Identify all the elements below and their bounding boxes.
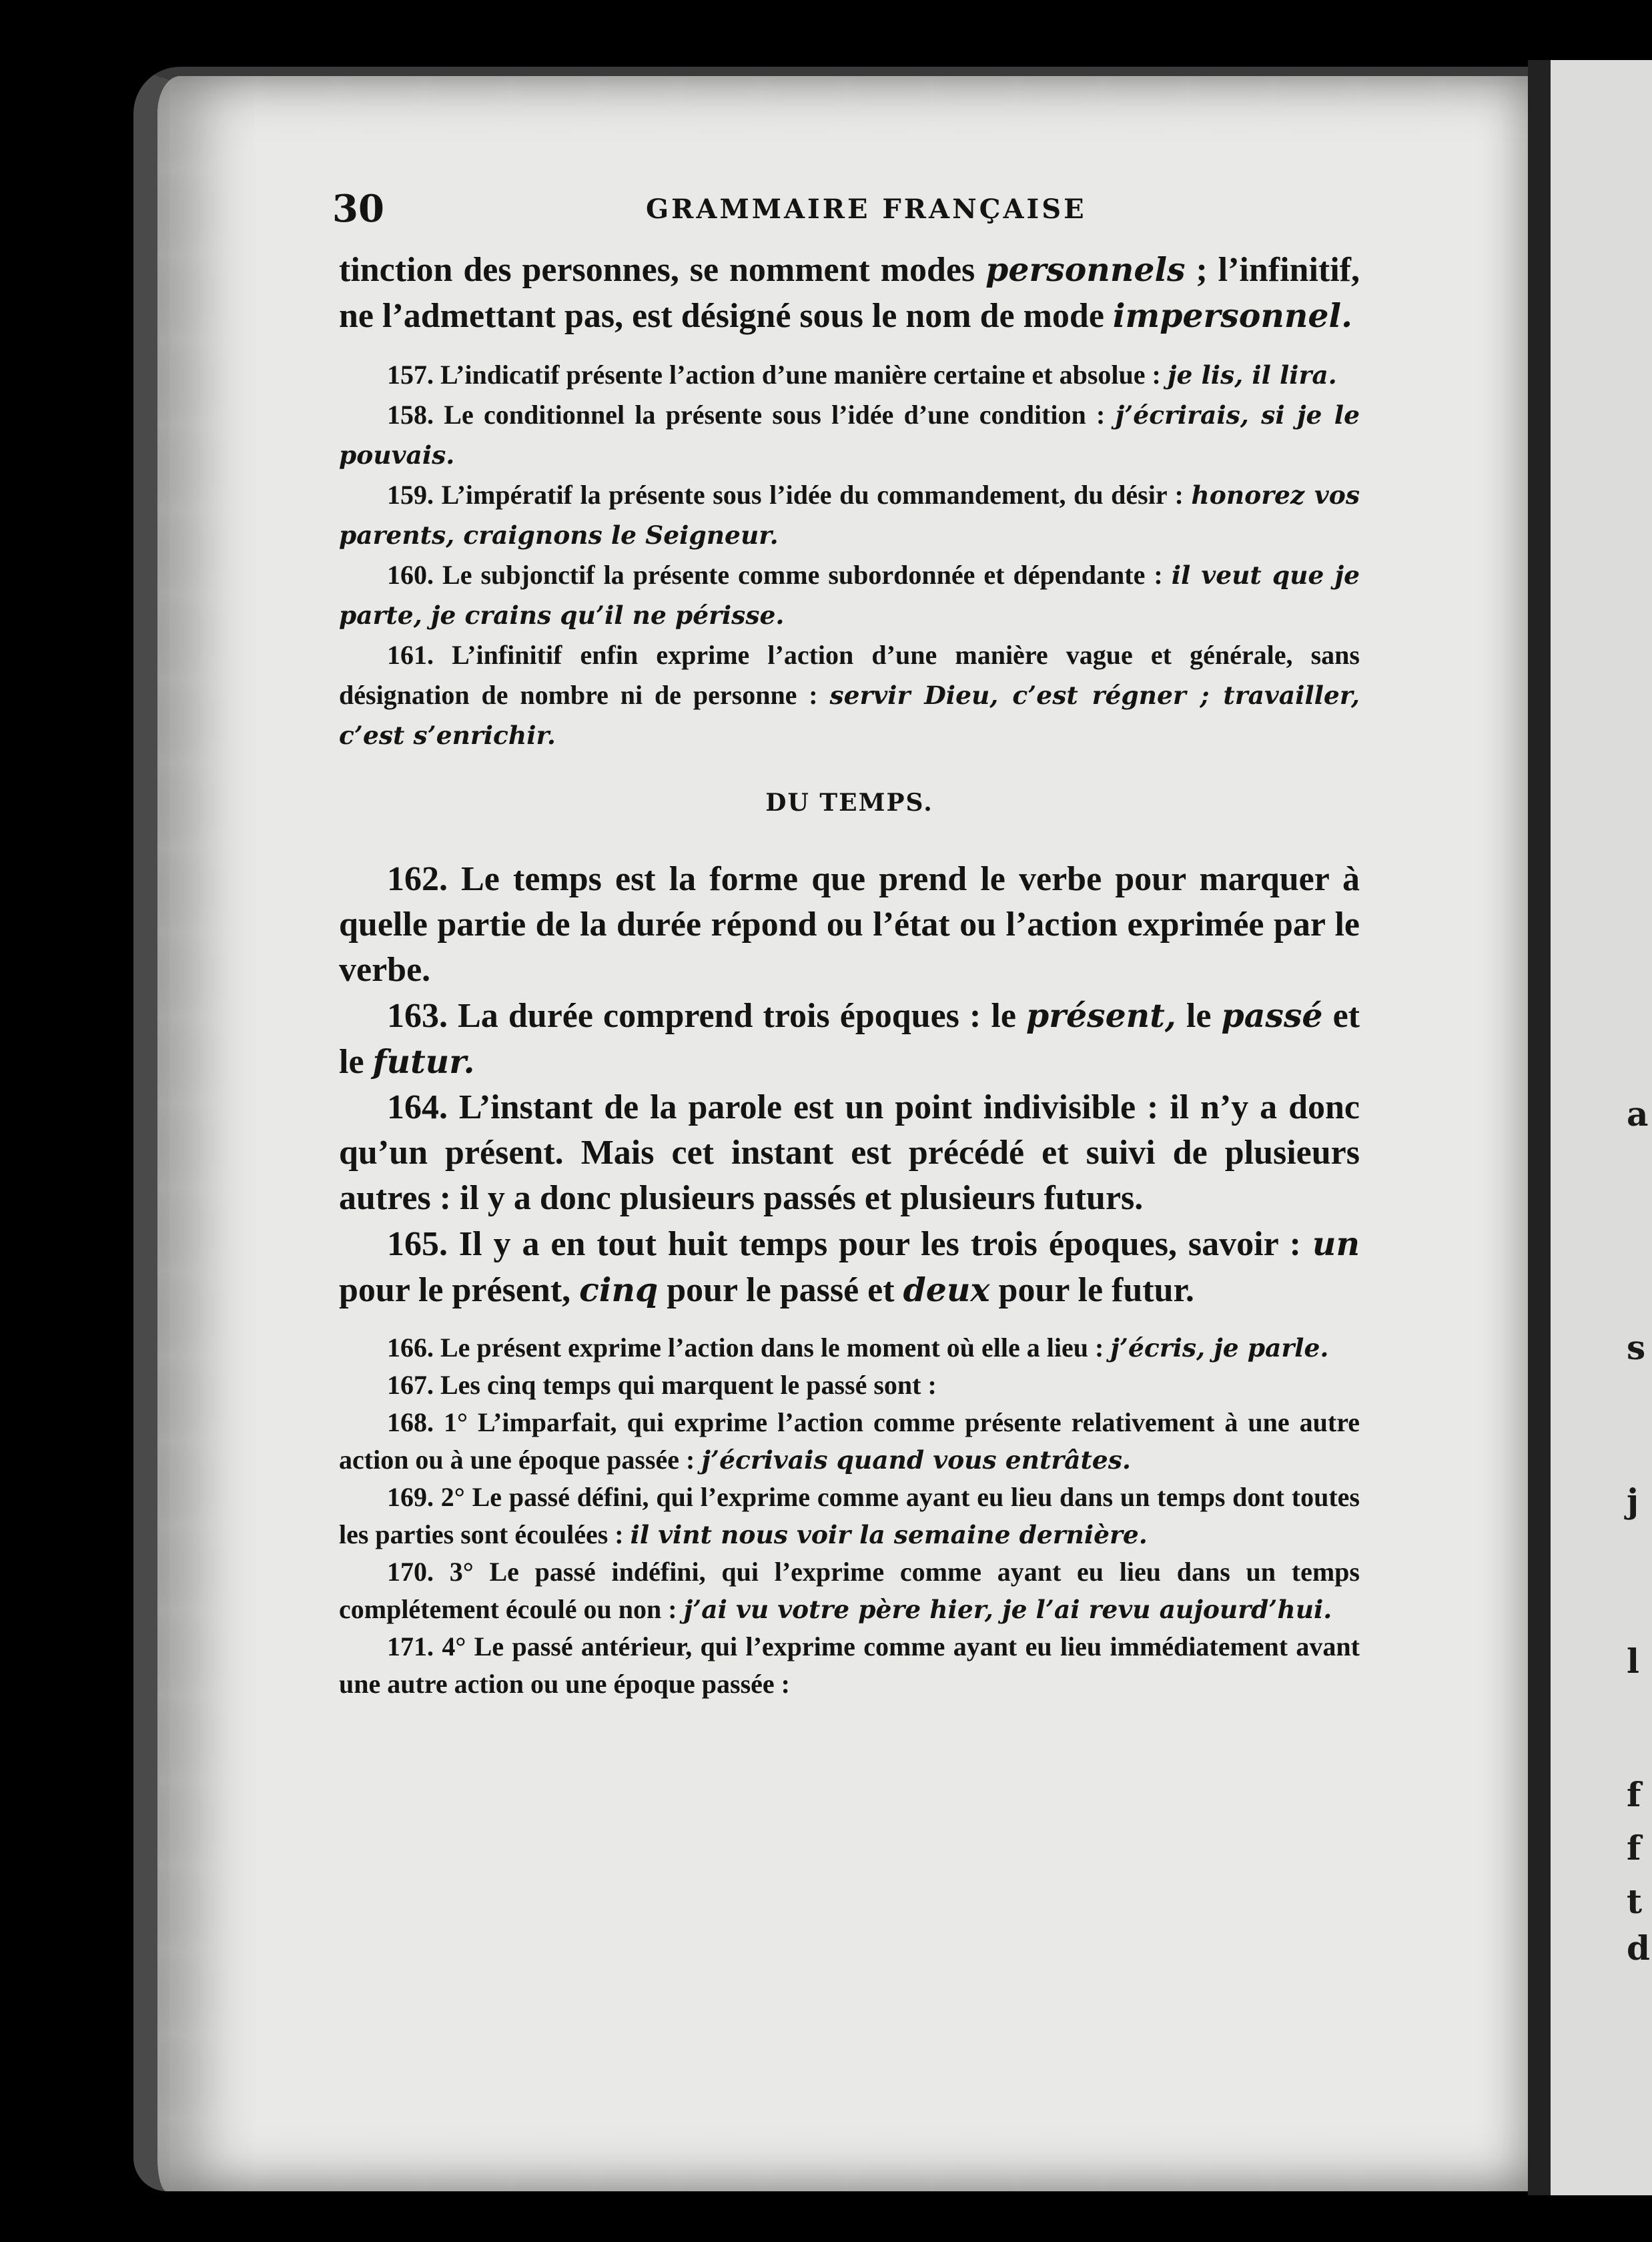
paragraph-160: 160. Le subjonctif la présente comme subordonnée et dépendante : il veut que je parte, je crains qu’il ne périsse. — [339, 560, 1360, 630]
paragraph-159: 159. L’impératif la présente sous l’idée du commandement, du désir : honorez vos parents, craignons le Seigneur. — [339, 480, 1360, 550]
facing-page-fragment: d — [1627, 1928, 1650, 1968]
paragraph-169: 169. 2° Le passé défini, qui l’exprime comme ayant eu lieu dans un temps dont toutes les parties sont écoulées : il vint nous voir la semaine dernière. — [339, 1482, 1360, 1549]
paragraph-168: 168. 1° L’imparfait, qui exprime l’action comme présente relativement à une autre action ou à une époque passée : j’écrivais quand vous entrâtes. — [339, 1407, 1360, 1475]
book-title: GRAMMAIRE FRANÇAISE — [646, 194, 1087, 225]
paragraph-157: 157. L’indicatif présente l’action d’une manière certaine et absolue : je lis, il lira. — [387, 360, 1337, 390]
facing-page-fragment: a — [1627, 1094, 1649, 1134]
paragraph-166: 166. Le présent exprime l’action dans le moment où elle a lieu : j’écris, je parle. — [387, 1333, 1329, 1363]
paragraph-162: 162. Le temps est la forme que prend le verbe pour marquer à quelle partie de la durée répond ou l’état ou l’action exprimée par le verbe. — [339, 860, 1360, 989]
page-text — [332, 187, 1360, 1703]
paragraph-164: 164. L’instant de la parole est un point indivisible : il n’y a donc qu’un présent. Mais cet instant est précédé et suivi de plusieurs autres : il y a donc plusieurs passés et plusieurs futurs. — [339, 1088, 1360, 1217]
book-spine — [1528, 60, 1551, 2195]
facing-page-fragment: s — [1627, 1328, 1646, 1367]
paragraph-170: 170. 3° Le passé indéfini, qui l’exprime comme ayant eu lieu dans un temps complétement écoulé ou non : j’ai vu votre père hier, je l’ai revu aujourd’hui. — [339, 1557, 1360, 1624]
running-head — [332, 187, 1360, 247]
paragraph-171: 171. 4° Le passé antérieur, qui l’exprime comme ayant eu lieu immédiatement avant une autre action ou une époque passée : — [339, 1631, 1360, 1699]
paragraph-165: 165. Il y a en tout huit temps pour les trois époques, savoir : un pour le présent, cinq pour le passé et deux pour le futur. — [339, 1224, 1360, 1309]
facing-page-fragment: j — [1627, 1481, 1639, 1521]
paragraph-158: 158. Le conditionnel la présente sous l’idée d’une condition : j’écrirais, si je le pouvais. — [339, 400, 1360, 470]
paragraph-161: 161. L’infinitif enfin exprime l’action d’une manière vague et générale, sans désignation de nombre ni de personne : servir Dieu, c’est régner ; travailler, c’est s’enrichir. — [339, 640, 1360, 750]
facing-page-fragment: t — [1627, 1882, 1643, 1921]
facing-page-fragment: f — [1627, 1828, 1641, 1868]
paragraph-167: 167. Les cinq temps qui marquent le passé sont : — [387, 1370, 937, 1400]
page-number: 30 — [332, 187, 384, 231]
paragraph-163: 163. La durée comprend trois époques : le présent, le passé et le futur. — [339, 996, 1360, 1081]
section-title: DU TEMPS. — [765, 789, 933, 817]
facing-page-fragment: l — [1627, 1641, 1639, 1681]
intro-paragraph: tinction des personnes, se nomment modes personnels ; l’infinitif, ne l’admettant pas, est désigné sous le nom de mode impersonnel. — [339, 250, 1360, 335]
facing-page-fragment: f — [1627, 1775, 1641, 1814]
